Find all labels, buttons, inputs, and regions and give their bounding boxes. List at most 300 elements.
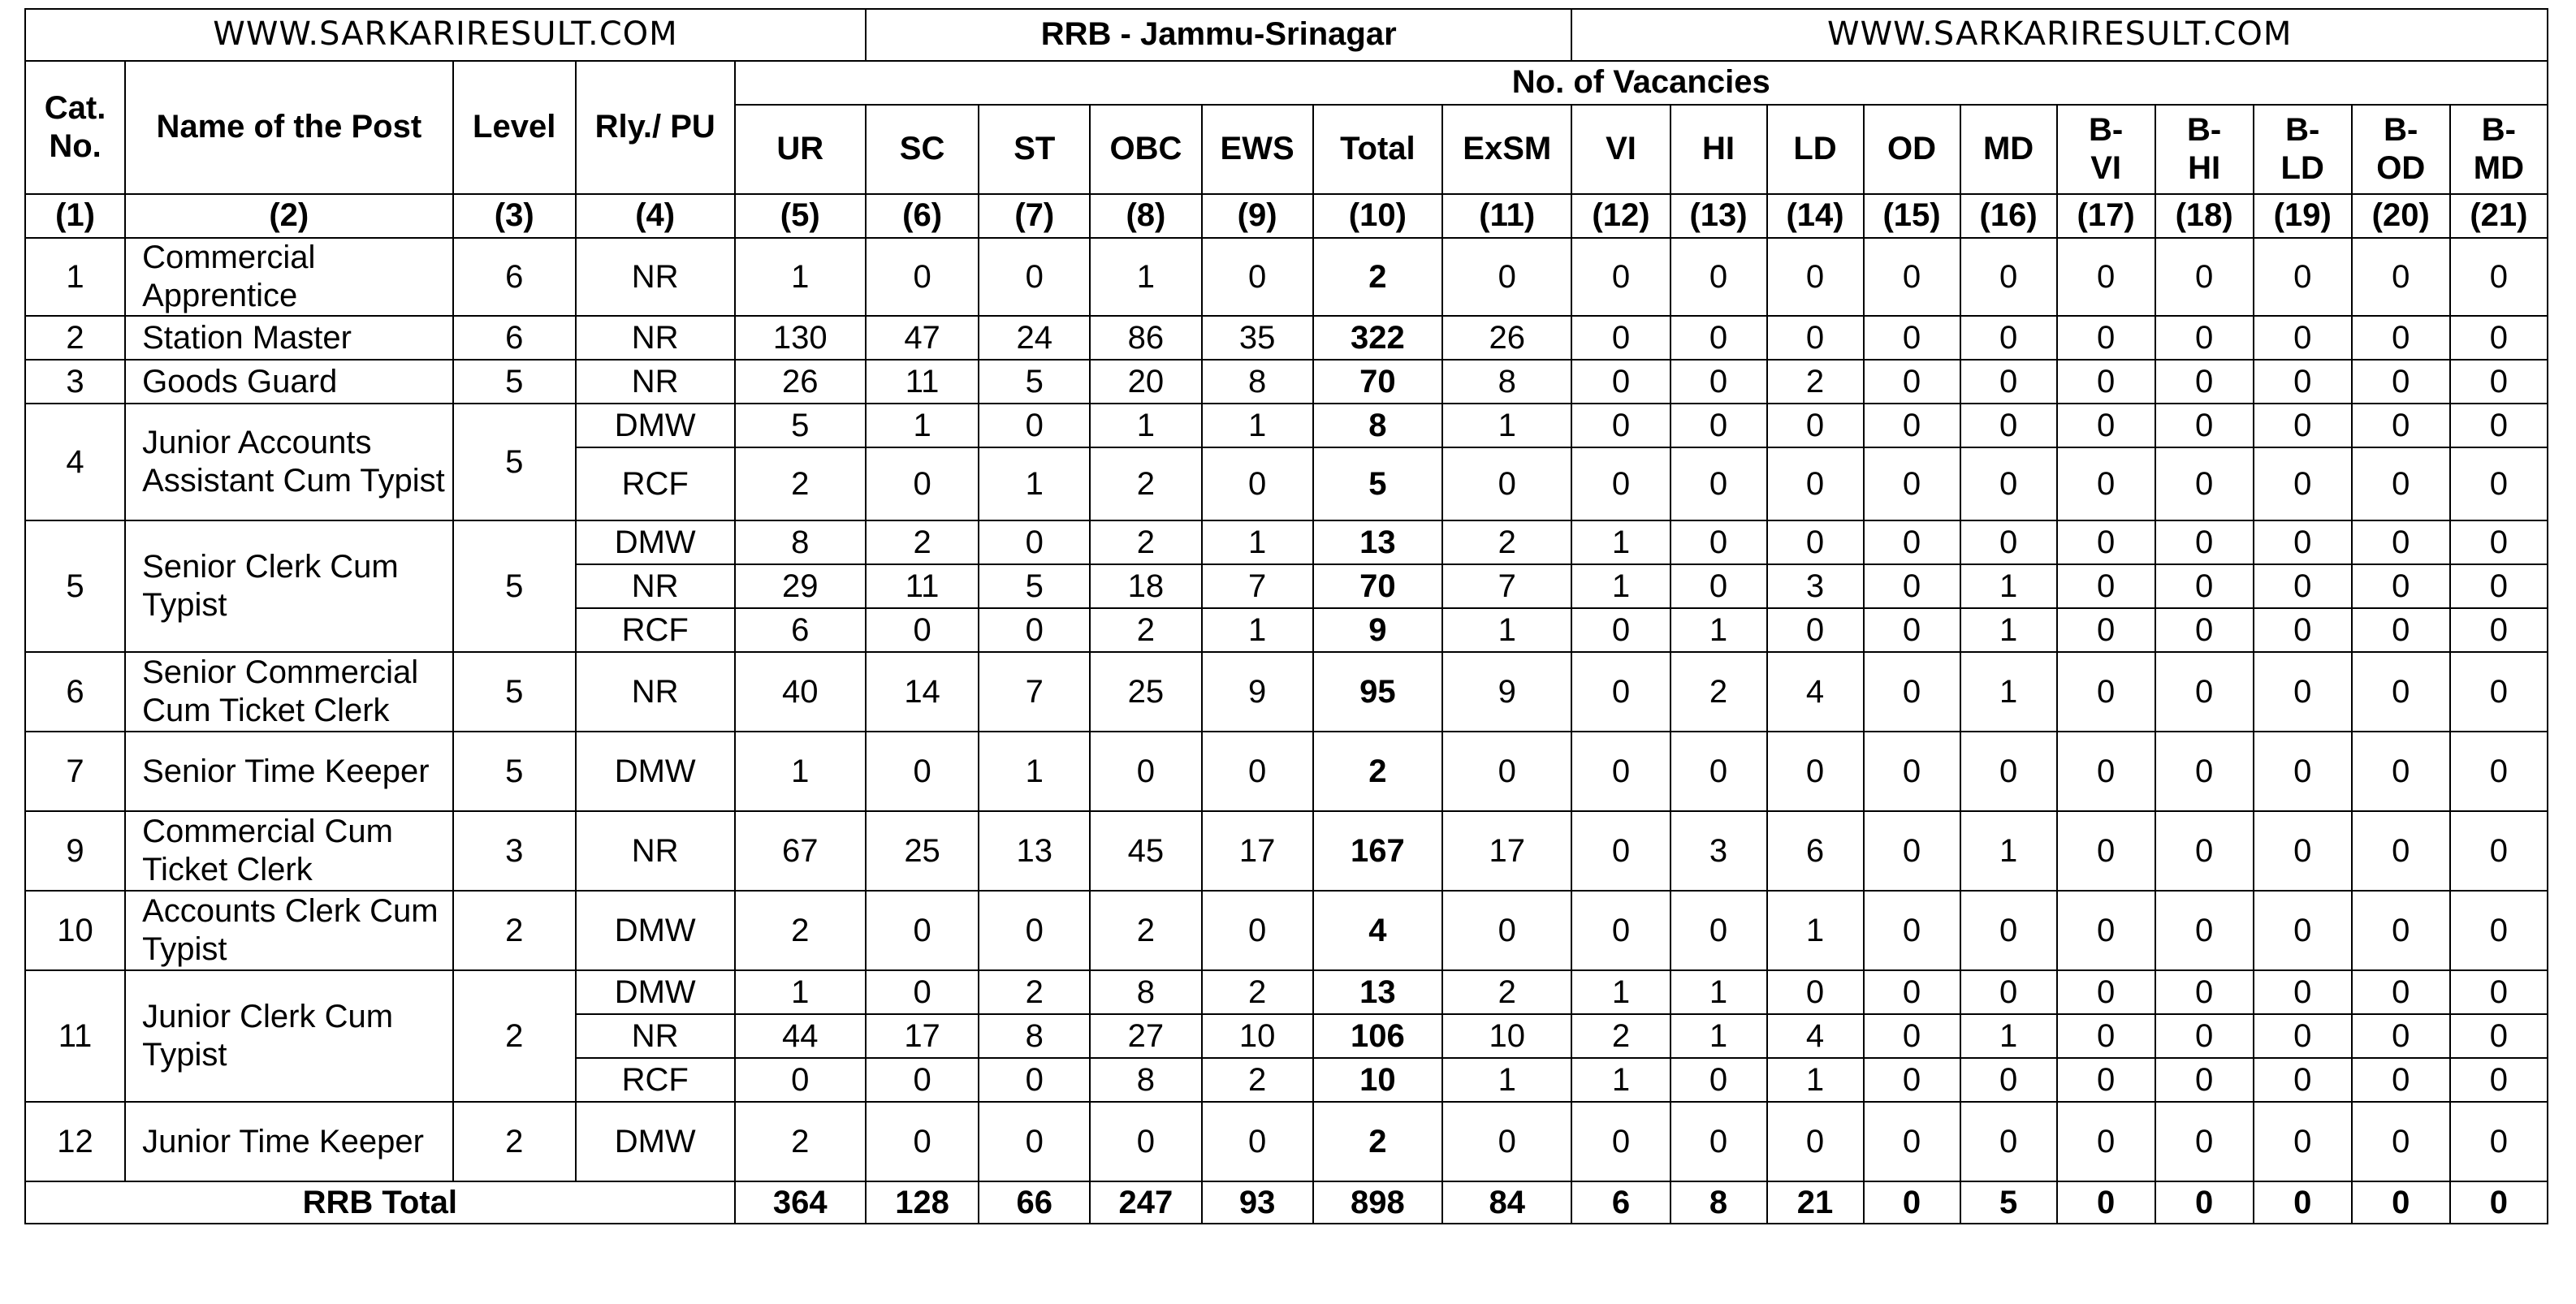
vacancy-total: 10 [1313,1058,1442,1102]
vacancy-b-od: 0 [2352,652,2450,732]
vacancy-obc: 18 [1090,564,1201,608]
vacancy-ld: 0 [1767,238,1864,316]
vacancy-b-vi: 0 [2057,811,2155,891]
vacancy-st: 1 [979,447,1090,520]
rly-pu: RCF [576,608,735,652]
vacancy-b-hi: 0 [2155,1014,2254,1058]
vacancy-vi: 1 [1571,1058,1670,1102]
post-name: Commercial Apprentice [125,238,452,316]
vacancy-b-vi: 0 [2057,360,2155,404]
vacancy-b-md: 0 [2450,1102,2548,1181]
rly-pu: RCF [576,1058,735,1102]
total-ur: 364 [735,1181,866,1224]
vacancy-b-hi: 0 [2155,891,2254,970]
vacancy-obc: 0 [1090,1102,1201,1181]
vacancy-ews: 35 [1202,316,1313,360]
vacancy-obc: 8 [1090,970,1201,1014]
vacancy-b-hi: 0 [2155,1058,2254,1102]
vacancy-b-vi: 0 [2057,970,2155,1014]
vacancy-sc: 0 [866,608,979,652]
vacancy-md: 0 [1960,520,2057,564]
vacancy-b-hi: 0 [2155,520,2254,564]
level: 5 [453,360,576,404]
vacancy-vi: 0 [1571,360,1670,404]
vacancy-b-od: 0 [2352,608,2450,652]
vacancy-sc: 2 [866,520,979,564]
rly-pu: RCF [576,447,735,520]
vacancy-b-hi: 0 [2155,238,2254,316]
vacancy-vi: 1 [1571,970,1670,1014]
table-row [25,732,2548,811]
vacancy-sc: 0 [866,238,979,316]
vacancy-od: 0 [1864,1102,1960,1181]
vacancy-obc: 45 [1090,811,1201,891]
vacancy-total: 70 [1313,564,1442,608]
vacancy-sc: 0 [866,1058,979,1102]
vacancy-exsm: 7 [1442,564,1571,608]
level: 6 [453,316,576,360]
total-row [25,1181,2548,1224]
vacancy-od: 0 [1864,732,1960,811]
vacancy-total: 9 [1313,608,1442,652]
total-exsm: 84 [1442,1181,1571,1224]
vacancy-ur: 2 [735,891,866,970]
vacancy-ld: 3 [1767,564,1864,608]
vacancy-od: 0 [1864,970,1960,1014]
vacancy-hi: 0 [1671,891,1767,970]
col-index: (14) [1767,194,1864,238]
vacancy-b-od: 0 [2352,970,2450,1014]
vacancy-hi: 0 [1671,404,1767,447]
vacancy-b-vi: 0 [2057,316,2155,360]
vacancy-ews: 0 [1202,732,1313,811]
vacancy-st: 0 [979,1058,1090,1102]
table-row [25,891,2548,970]
col-index: (5) [735,194,866,238]
vacancy-ur: 2 [735,1102,866,1181]
vacancy-b-vi: 0 [2057,608,2155,652]
level: 5 [453,404,576,520]
vacancy-st: 0 [979,238,1090,316]
col-index: (11) [1442,194,1571,238]
vacancy-obc: 2 [1090,447,1201,520]
vacancy-hi: 0 [1671,238,1767,316]
vacancy-b-md: 0 [2450,1014,2548,1058]
col-b-md: B- MD [2450,105,2548,194]
vacancy-b-md: 0 [2450,564,2548,608]
col-vacancies-group: No. of Vacancies [735,61,2548,105]
col-rly-pu: Rly./ PU [576,61,735,194]
vacancy-vi: 0 [1571,811,1670,891]
rly-pu: DMW [576,520,735,564]
vacancy-b-od: 0 [2352,238,2450,316]
cat-no: 1 [25,238,125,316]
vacancy-hi: 1 [1671,970,1767,1014]
vacancy-b-od: 0 [2352,732,2450,811]
vacancy-table [24,8,2548,1224]
vacancy-st: 0 [979,520,1090,564]
table-row [25,316,2548,360]
rly-pu: DMW [576,404,735,447]
col-index: (20) [2352,194,2450,238]
rly-pu: NR [576,316,735,360]
vacancy-b-od: 0 [2352,404,2450,447]
vacancy-sc: 11 [866,564,979,608]
vacancy-st: 13 [979,811,1090,891]
vacancy-od: 0 [1864,1058,1960,1102]
vacancy-md: 0 [1960,732,2057,811]
site-left: WWW.SARKARIRESULT.COM [25,9,866,61]
vacancy-b-ld: 0 [2254,811,2352,891]
vacancy-b-vi: 0 [2057,652,2155,732]
vacancy-md: 0 [1960,970,2057,1014]
vacancy-od: 0 [1864,316,1960,360]
vacancy-body [25,238,2548,1224]
total-ld: 21 [1767,1181,1864,1224]
col-obc: OBC [1090,105,1201,194]
vacancy-hi: 0 [1671,1058,1767,1102]
vacancy-b-vi: 0 [2057,564,2155,608]
col-total: Total [1313,105,1442,194]
vacancy-exsm: 10 [1442,1014,1571,1058]
col-b-od: B- OD [2352,105,2450,194]
post-name: Junior Accounts Assistant Cum Typist [125,404,452,520]
vacancy-ews: 7 [1202,564,1313,608]
vacancy-obc: 0 [1090,732,1201,811]
vacancy-ur: 67 [735,811,866,891]
level: 5 [453,732,576,811]
vacancy-b-md: 0 [2450,404,2548,447]
vacancy-b-vi: 0 [2057,1014,2155,1058]
vacancy-b-md: 0 [2450,811,2548,891]
vacancy-ews: 17 [1202,811,1313,891]
vacancy-b-hi: 0 [2155,447,2254,520]
vacancy-od: 0 [1864,520,1960,564]
vacancy-ur: 2 [735,447,866,520]
vacancy-exsm: 26 [1442,316,1571,360]
rly-pu: DMW [576,732,735,811]
vacancy-ld: 2 [1767,360,1864,404]
vacancy-total: 322 [1313,316,1442,360]
total-md: 5 [1960,1181,2057,1224]
vacancy-exsm: 8 [1442,360,1571,404]
vacancy-ur: 8 [735,520,866,564]
col-index: (17) [2057,194,2155,238]
vacancy-vi: 0 [1571,1102,1670,1181]
rly-pu: DMW [576,891,735,970]
vacancy-vi: 1 [1571,520,1670,564]
col-ld: LD [1767,105,1864,194]
rly-pu: NR [576,652,735,732]
vacancy-sc: 17 [866,1014,979,1058]
vacancy-ld: 0 [1767,608,1864,652]
vacancy-od: 0 [1864,564,1960,608]
vacancy-sc: 25 [866,811,979,891]
rly-pu: DMW [576,1102,735,1181]
col-od: OD [1864,105,1960,194]
total-b-ld: 0 [2254,1181,2352,1224]
vacancy-od: 0 [1864,608,1960,652]
level: 6 [453,238,576,316]
vacancy-ews: 1 [1202,608,1313,652]
vacancy-b-md: 0 [2450,520,2548,564]
vacancy-b-vi: 0 [2057,891,2155,970]
vacancy-ews: 0 [1202,447,1313,520]
vacancy-st: 7 [979,652,1090,732]
table-row [25,811,2548,891]
rly-pu: NR [576,238,735,316]
vacancy-b-ld: 0 [2254,316,2352,360]
vacancy-obc: 1 [1090,238,1201,316]
cat-no: 7 [25,732,125,811]
vacancy-md: 1 [1960,1014,2057,1058]
vacancy-sc: 14 [866,652,979,732]
vacancy-exsm: 1 [1442,404,1571,447]
vacancy-hi: 0 [1671,1102,1767,1181]
col-b-hi: B- HI [2155,105,2254,194]
vacancy-total: 4 [1313,891,1442,970]
vacancy-md: 0 [1960,1058,2057,1102]
vacancy-ur: 1 [735,238,866,316]
vacancy-vi: 0 [1571,608,1670,652]
site-right: WWW.SARKARIRESULT.COM [1571,9,2548,61]
vacancy-b-md: 0 [2450,360,2548,404]
vacancy-ld: 0 [1767,1102,1864,1181]
vacancy-md: 0 [1960,316,2057,360]
vacancy-exsm: 0 [1442,891,1571,970]
rly-pu: DMW [576,970,735,1014]
cat-no: 10 [25,891,125,970]
vacancy-od: 0 [1864,1014,1960,1058]
level: 5 [453,520,576,652]
vacancy-obc: 8 [1090,1058,1201,1102]
vacancy-sc: 0 [866,970,979,1014]
table-row [25,520,2548,564]
col-index: (12) [1571,194,1670,238]
level: 2 [453,891,576,970]
vacancy-vi: 0 [1571,238,1670,316]
vacancy-od: 0 [1864,447,1960,520]
vacancy-md: 0 [1960,447,2057,520]
col-cat-no: Cat. No. [25,61,125,194]
total-b-hi: 0 [2155,1181,2254,1224]
cat-no: 2 [25,316,125,360]
level: 2 [453,1102,576,1181]
vacancy-sc: 1 [866,404,979,447]
vacancy-b-hi: 0 [2155,608,2254,652]
cat-no: 5 [25,520,125,652]
vacancy-sc: 0 [866,1102,979,1181]
vacancy-vi: 2 [1571,1014,1670,1058]
rly-pu: NR [576,564,735,608]
cat-no: 11 [25,970,125,1102]
vacancy-ur: 29 [735,564,866,608]
post-name: Junior Clerk Cum Typist [125,970,452,1102]
col-index: (13) [1671,194,1767,238]
vacancy-ld: 4 [1767,1014,1864,1058]
total-b-md: 0 [2450,1181,2548,1224]
cat-no: 3 [25,360,125,404]
rly-pu: NR [576,1014,735,1058]
vacancy-hi: 0 [1671,520,1767,564]
vacancy-b-hi: 0 [2155,970,2254,1014]
vacancy-hi: 1 [1671,608,1767,652]
vacancy-exsm: 17 [1442,811,1571,891]
vacancy-total: 2 [1313,1102,1442,1181]
vacancy-b-ld: 0 [2254,404,2352,447]
level: 2 [453,970,576,1102]
vacancy-md: 0 [1960,891,2057,970]
total-b-vi: 0 [2057,1181,2155,1224]
vacancy-b-vi: 0 [2057,447,2155,520]
vacancy-hi: 0 [1671,564,1767,608]
vacancy-b-ld: 0 [2254,652,2352,732]
col-b-ld: B- LD [2254,105,2352,194]
vacancy-b-od: 0 [2352,520,2450,564]
vacancy-ews: 0 [1202,238,1313,316]
table-row [25,238,2548,316]
vacancy-od: 0 [1864,652,1960,732]
col-st: ST [979,105,1090,194]
total-ews: 93 [1202,1181,1313,1224]
vacancy-vi: 0 [1571,447,1670,520]
vacancy-b-hi: 0 [2155,1102,2254,1181]
vacancy-st: 24 [979,316,1090,360]
vacancy-ews: 8 [1202,360,1313,404]
vacancy-exsm: 1 [1442,608,1571,652]
vacancy-obc: 25 [1090,652,1201,732]
vacancy-ld: 1 [1767,891,1864,970]
col-index: (21) [2450,194,2548,238]
vacancy-b-md: 0 [2450,732,2548,811]
vacancy-obc: 27 [1090,1014,1201,1058]
vacancy-ews: 9 [1202,652,1313,732]
vacancy-md: 1 [1960,608,2057,652]
vacancy-ld: 0 [1767,447,1864,520]
vacancy-total: 8 [1313,404,1442,447]
vacancy-ld: 0 [1767,970,1864,1014]
post-name: Senior Clerk Cum Typist [125,520,452,652]
vacancy-b-vi: 0 [2057,404,2155,447]
vacancy-od: 0 [1864,891,1960,970]
vacancy-exsm: 0 [1442,238,1571,316]
vacancy-b-hi: 0 [2155,316,2254,360]
vacancy-hi: 0 [1671,360,1767,404]
vacancy-total: 70 [1313,360,1442,404]
vacancy-b-ld: 0 [2254,1058,2352,1102]
vacancy-st: 8 [979,1014,1090,1058]
vacancy-hi: 2 [1671,652,1767,732]
vacancy-b-hi: 0 [2155,564,2254,608]
col-index: (1) [25,194,125,238]
vacancy-od: 0 [1864,404,1960,447]
col-index: (2) [125,194,452,238]
vacancy-total: 95 [1313,652,1442,732]
header-row-1 [25,61,2548,105]
vacancy-ur: 44 [735,1014,866,1058]
vacancy-st: 5 [979,564,1090,608]
vacancy-md: 0 [1960,238,2057,316]
vacancy-od: 0 [1864,238,1960,316]
vacancy-b-vi: 0 [2057,1058,2155,1102]
post-name: Commercial Cum Ticket Clerk [125,811,452,891]
vacancy-ews: 0 [1202,891,1313,970]
table-row [25,404,2548,447]
vacancy-sc: 47 [866,316,979,360]
vacancy-ur: 40 [735,652,866,732]
vacancy-b-od: 0 [2352,564,2450,608]
post-name: Senior Commercial Cum Ticket Clerk [125,652,452,732]
table-row [25,360,2548,404]
vacancy-b-md: 0 [2450,316,2548,360]
vacancy-vi: 0 [1571,891,1670,970]
vacancy-b-ld: 0 [2254,447,2352,520]
cat-no: 6 [25,652,125,732]
col-index: (3) [453,194,576,238]
total-sc: 128 [866,1181,979,1224]
vacancy-obc: 2 [1090,608,1201,652]
vacancy-hi: 0 [1671,316,1767,360]
cat-no: 4 [25,404,125,520]
vacancy-ews: 2 [1202,1058,1313,1102]
col-index: (18) [2155,194,2254,238]
vacancy-ld: 0 [1767,520,1864,564]
vacancy-b-od: 0 [2352,316,2450,360]
col-index: (6) [866,194,979,238]
col-level: Level [453,61,576,194]
vacancy-ews: 2 [1202,970,1313,1014]
vacancy-b-ld: 0 [2254,891,2352,970]
vacancy-md: 1 [1960,652,2057,732]
vacancy-b-vi: 0 [2057,732,2155,811]
vacancy-md: 1 [1960,811,2057,891]
vacancy-obc: 1 [1090,404,1201,447]
vacancy-b-hi: 0 [2155,404,2254,447]
vacancy-obc: 2 [1090,520,1201,564]
header-index-row [25,194,2548,238]
cat-no: 12 [25,1102,125,1181]
vacancy-b-md: 0 [2450,891,2548,970]
vacancy-b-ld: 0 [2254,970,2352,1014]
vacancy-b-md: 0 [2450,652,2548,732]
vacancy-vi: 0 [1571,732,1670,811]
vacancy-ur: 130 [735,316,866,360]
total-total: 898 [1313,1181,1442,1224]
vacancy-st: 1 [979,732,1090,811]
total-hi: 8 [1671,1181,1767,1224]
vacancy-od: 0 [1864,360,1960,404]
vacancy-ews: 1 [1202,404,1313,447]
col-index: (15) [1864,194,1960,238]
vacancy-b-hi: 0 [2155,360,2254,404]
vacancy-sc: 0 [866,891,979,970]
vacancy-vi: 0 [1571,652,1670,732]
total-vi: 6 [1571,1181,1670,1224]
rly-pu: NR [576,811,735,891]
post-name: Senior Time Keeper [125,732,452,811]
vacancy-b-od: 0 [2352,1058,2450,1102]
vacancy-obc: 86 [1090,316,1201,360]
vacancy-b-ld: 0 [2254,520,2352,564]
col-index: (10) [1313,194,1442,238]
level: 5 [453,652,576,732]
vacancy-sc: 11 [866,360,979,404]
vacancy-hi: 1 [1671,1014,1767,1058]
col-b-vi: B- VI [2057,105,2155,194]
vacancy-md: 1 [1960,564,2057,608]
vacancy-ews: 0 [1202,1102,1313,1181]
vacancy-st: 5 [979,360,1090,404]
